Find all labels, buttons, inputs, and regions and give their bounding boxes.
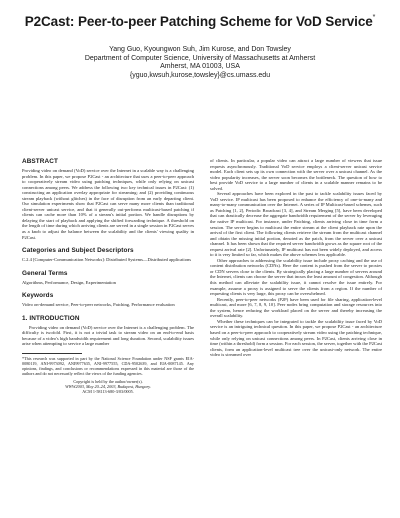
author-names: Yang Guo, Kyoungwon Suh, Jim Kurose, and Don Towsley: [109, 46, 291, 53]
keywords-heading: Keywords: [22, 292, 54, 300]
copyright-block: [22, 379, 194, 394]
title-text: P2Cast: Peer-to-peer Patching Scheme for VoD Service: [24, 14, 373, 29]
introduction-heading: 1. INTRODUCTION: [22, 314, 80, 322]
body-paragraph-1: of clients. In particular, a popular video can attract a large number of viewers that issue requests asynchronously. Traditional VoD service employs a client-server unicast service model. Each client sets up its own connection with the server over a unicast channel. As the video popularity increases, the server soon becomes the bottleneck. The question of how to best provide VoD service to a large number of clients in a scalable manner remains to be solved.: [210, 158, 382, 191]
copyright-line-3: ACM 1-58113-680-3/03/0005.: [82, 388, 134, 394]
introduction-text: Providing video on demand (VoD) service over the Internet is a challenging problem. The difficulty is twofold. First, it is not a trivial task to stream video on an end-to-end basis because of a video's high bandwidth requirement and long duration. Second, scalability issues arise when attempting to service a large number: [22, 324, 194, 347]
body-paragraph-2: Several approaches have been explored in the past to tackle scalability issues faced by VoD service. IP multicast has been proposed to enhance the efficiency of one-to-many and many-to-many communication over the Internet. A series of IP Multicast-based schemes, such as Patching [1, 2], Periodic Broadcast [3, 4], and Stream Merging [5], have been developed that can drastically decrease the aggregate bandwidth requirement of the server by leveraging the native IP multicast. For instance, under Patching, clients arriving close in time form a session. The server begins to multicast the entire stream at the client playback rate upon the arrival of the first client. The following clients retrieve the stream from the multicast channel and obtain the missing initial portion, denoted as the patch, from the server over a unicast channel. It has been shown that the required server bandwidth grows as the square root of the request arrival rate [2]. Unfortunately, IP multicast has not been widely deployed, and access to it is very limited so far, which makes the above schemes less applicable.: [210, 191, 382, 258]
footnote-rule: [22, 353, 82, 354]
body-paragraph-3: Other approaches to addressing the scalability issue include proxy caching and the use of content distribution networks (CDNs). Here the content is pushed from the server to proxies or CDN servers close to the clients. By strategically placing a large number of servers around the Internet, clients can choose the server that incurs the least amount of congestion. Although this method can alleviate the scalability issue, it cannot resolve the issue entirely. For example, assume a proxy is assigned to serve the clients from a region. If the number of requesting clients is very large, this proxy can be overwhelmed.: [210, 257, 382, 297]
author-address: Amherst, MA 01003, USA: [160, 63, 240, 71]
abstract-text: Providing video on demand (VoD) service over the Internet in a scalable way is a challenging problem. In this paper, we propose P2Cast - an architecture that uses a peer-to-peer approach to cooperatively stream video using patching techniques, while only relying on unicast connections among peers. We address the following two key technical issues in P2Cast: (1) constructing an application overlay appropriate for streaming; and (2) providing continuous stream playback (without glitches) in the face of disruption from an early departing client. Our simulation experiments show that P2Cast can serve many more clients than traditional client-server unicast service, and that it generally out-performs multicast-based patching if clients can cache more than 10% of a stream's initial portion. We handle disruptions by delaying the start of playback and applying the shifted forwarding technique. A threshold on the length of time during which arriving clients are served in a single session in P2Cast serves as a knob to adjust the balance between the scalability and the clients' viewing quality in P2Cast.: [22, 168, 194, 240]
keywords-text: Video on-demand service, Peer-to-peer networks, Patching, Performance evaluation: [22, 302, 175, 308]
general-terms-heading: General Terms: [22, 269, 68, 277]
copyright-line-1: Copyright is held by the author/owner(s).: [73, 378, 143, 384]
body-paragraph-5: Whether these techniques can be integrated to tackle the scalability issue faced by VoD service is an intriguing technical question. In this paper, we propose P2Cast - an architecture based on a peer-to-peer approach to cooperatively stream video using the patching technique, while only relying on unicast connections among peers. In P2Cast, clients arriving close in time (within a threshold) form a session. For each session, the server, together with the P2Cast clients, form an application-level multicast tree over the unicast-only network. The entire video is streamed over: [210, 318, 382, 358]
body-paragraph-4: Recently, peer-to-peer networks (P2P) have been used for file sharing, application-level multicast, and more [6, 7, 8, 9, 10]. Peer nodes bring computation and storage resources into the system, hence reducing the workload placed on the server and thereby increasing the overall scalability.: [210, 296, 382, 319]
funding-footnote: *This research was supported in part by the National Science Foundation under NSF grants EIA-0080119, ANI-9973092, ANI9977635, ANI-9977555, CDA-9502639, and EIA-0087145. Any opinions, findings, and conclusions or recommendations expressed in this material are those of the authors and do not necessarily reflect the views of the funding agencies.: [22, 355, 194, 376]
author-affiliation: Department of Computer Science, University of Massachusetts at Amherst: [84, 54, 316, 62]
general-terms-text: Algorithms, Performance, Design, Experimentation: [22, 279, 116, 285]
author-emails: {yguo,kwsuh,kurose,towsley}@cs.umass.edu: [129, 71, 271, 79]
paper-title: [20, 14, 380, 29]
left-column: [22, 158, 194, 394]
title-footnote-mark: *: [372, 14, 376, 21]
categories-heading: Categories and Subject Descriptors: [22, 247, 134, 255]
author-block: [20, 46, 380, 80]
copyright-line-2: WWW2003, May 20–24, 2003, Budapest, Hungary.: [65, 383, 151, 389]
right-column: [210, 158, 382, 358]
abstract-heading: ABSTRACT: [22, 158, 58, 165]
categories-text: C.2.4 [Computer-Communication Networks]: Distributed Systems—Distributed applications: [22, 257, 192, 263]
